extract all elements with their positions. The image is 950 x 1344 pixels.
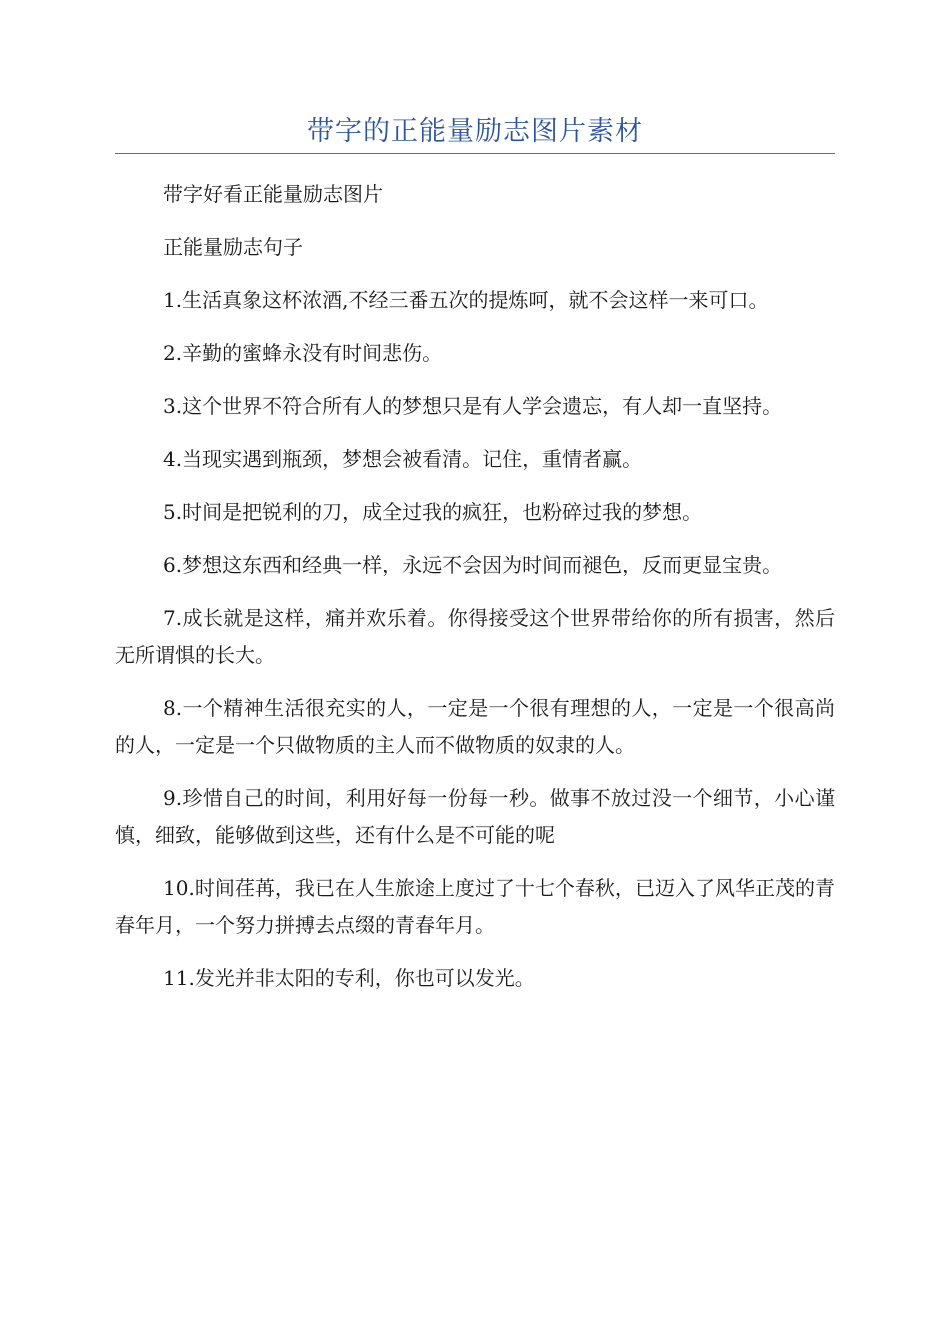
quote-item: 4.当现实遇到瓶颈，梦想会被看清。记住，重情者赢。 [163, 447, 643, 471]
quote-item: 1.生活真象这杯浓酒,不经三番五次的提炼呵，就不会这样一来可口。 [163, 288, 769, 312]
document-body [115, 176, 835, 1013]
quote-item: 9.珍惜自己的时间，利用好每一份每一秒。做事不放过没一个细节，小心谨慎，细致，能够做到这些，还有什么是不可能的呢 [115, 786, 835, 847]
section-heading: 正能量励志句子 [163, 235, 303, 259]
quote-item: 11.发光并非太阳的专利，你也可以发光。 [163, 966, 535, 990]
quote-item: 3.这个世界不符合所有人的梦想只是有人学会遗忘，有人却一直坚持。 [163, 394, 783, 418]
title-underline [115, 153, 835, 154]
quote-item: 5.时间是把锐利的刀，成全过我的疯狂，也粉碎过我的梦想。 [163, 500, 703, 524]
quote-item: 10.时间荏苒，我已在人生旅途上度过了十七个春秋，已迈入了风华正茂的青春年月，一个努力拼搏去点缀的青春年月。 [115, 876, 835, 937]
quote-item: 6.梦想这东西和经典一样，永远不会因为时间而褪色，反而更显宝贵。 [163, 553, 783, 577]
document-title: 带字的正能量励志图片素材 [307, 116, 643, 147]
quote-item: 7.成长就是这样，痛并欢乐着。你得接受这个世界带给你的所有损害，然后无所谓惧的长大。 [115, 606, 835, 667]
quote-item: 2.辛勤的蜜蜂永没有时间悲伤。 [163, 341, 443, 365]
quote-item: 8.一个精神生活很充实的人，一定是一个很有理想的人，一定是一个很高尚的人，一定是一个只做物质的主人而不做物质的奴隶的人。 [115, 696, 835, 757]
subtitle-paragraph: 带字好看正能量励志图片 [163, 182, 383, 206]
